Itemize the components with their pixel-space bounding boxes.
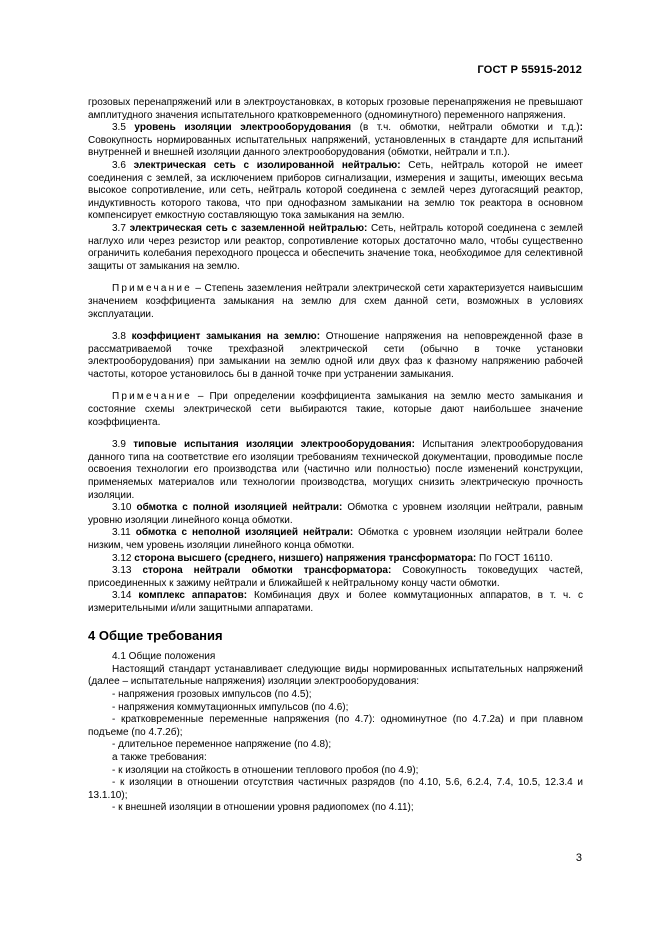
list-item: - кратковременные переменные напряжения (по 4.7): одноминутное (по 4.7.2а) и при плавном подъеме (по 4.7.2б); bbox=[88, 714, 583, 738]
section-heading: 4 Общие требования bbox=[88, 627, 223, 643]
standard-designation: ГОСТ Р 55915-2012 bbox=[477, 64, 582, 76]
term: сторона высшего (среднего, низшего) напряжения трансформатора: bbox=[134, 552, 477, 564]
note-1: Примечание – Степень заземления нейтрали электрической сети характеризуется наивысшим значением коэффициента замыкания на землю для схем данной сети, возможных в условиях эксплуатации. bbox=[88, 283, 583, 320]
subsection-title: 4.1 Общие положения bbox=[112, 651, 216, 663]
term: комплекс аппаратов: bbox=[138, 590, 248, 602]
section-intro: Настоящий стандарт устанавливает следующие виды нормированных испытательных напряжений (далее – испытательные напряжения) изоляции электрооборудования: bbox=[88, 663, 583, 688]
term: электрическая сеть с изолированной нейтралью: bbox=[133, 159, 401, 171]
page-number: 3 bbox=[575, 852, 582, 864]
document-body bbox=[88, 97, 583, 815]
definition-3-12: 3.12 сторона высшего (среднего, низшего) напряжения трансформатора: По ГОСТ 16110. bbox=[112, 552, 553, 564]
definition-3-5: 3.5 уровень изоляции электрооборудования (в т.ч. обмотки, нейтрали обмотки и т.д.): Совокупность нормированных испытательных напряжений, установленных в стандарте для испытаний внутренней и внешней изоляции данного электрооборудования (обмотки, нейтрали и т.п.). bbox=[88, 122, 583, 159]
term: коэффициент замыкания на землю: bbox=[131, 331, 321, 343]
definition-3-11: 3.11 обмотка с неполной изоляцией нейтрали: Обмотка с уровнем изоляции нейтрали более низким, чем уровень изоляции линейного конца обмотки. bbox=[88, 527, 584, 551]
definition-3-10: 3.10 обмотка с полной изоляцией нейтрали: Обмотка с уровнем изоляции нейтрали, равным уровню изоляции линейного конца обмотки. bbox=[88, 502, 584, 526]
definition-3-14: 3.14 комплекс аппаратов: Комбинация двух и более коммутационных аппаратов, в т. ч. с измерительными и/или защитными аппаратами. bbox=[88, 590, 583, 614]
definition-3-9: 3.9 типовые испытания изоляции электрооборудования: Испытания электрооборудования данного типа на соответствие его изоляции требованиям технической документации, проводимые после освоения технологии его производства или (частично или полностью) после изменений конструкции, применяемых материалов или технологии производства, могущих снизить электрическую прочность изоляции. bbox=[88, 439, 583, 501]
definition-3-6: 3.6 электрическая сеть с изолированной нейтралью: Сеть, нейтраль которой не имеет соединения с землей, за исключением приборов сигнализации, измерения и защиты, имеющих весьма высокое сопротивление, или сеть, нейтраль которой соединена с землей через дугогасящий реактор, индуктивность которого такова, что при однофазном замыкании на землю ток реактора в основном компенсирует емкостную составляющую тока замыкания на землю. bbox=[88, 159, 584, 222]
term: сторона нейтрали обмотки трансформатора: bbox=[142, 565, 392, 577]
term: обмотка с неполной изоляцией нейтрали: bbox=[135, 527, 354, 539]
list-item: - к внешней изоляции в отношении уровня радиопомех (по 4.11); bbox=[112, 802, 414, 814]
term: электрическая сеть с заземленной нейтралью: bbox=[129, 222, 368, 234]
list-item: а также требования: bbox=[112, 751, 207, 763]
list-item: - напряжения коммутационных импульсов (по 4.6); bbox=[112, 701, 349, 713]
note-2: Примечание – При определении коэффициента замыкания на землю место замыкания и состояние схемы электрической сети выбираются такие, которые дают наибольшее значение коэффициента. bbox=[88, 391, 583, 428]
term: уровень изоляции электрооборудования bbox=[134, 122, 352, 134]
term: обмотка с полной изоляцией нейтрали: bbox=[136, 502, 343, 514]
note-label: Примечание bbox=[112, 391, 192, 403]
list-item: - к изоляции в отношении отсутствия частичных разрядов (по 4.10, 5.6, 6.2.4, 7.4, 10.5, 12.3.4 и 13.1.10); bbox=[88, 777, 583, 801]
term: типовые испытания изоляции электрооборудования: bbox=[133, 439, 415, 451]
list-item: - длительное переменное напряжение (по 4.8); bbox=[112, 739, 332, 751]
list-item: - напряжения грозовых импульсов (по 4.5); bbox=[112, 688, 312, 700]
definition-3-13: 3.13 сторона нейтрали обмотки трансформатора: Совокупность токоведущих частей, присоединенных к зажиму нейтрали и ближайшей к нейтральному концу части обмотки. bbox=[88, 565, 583, 589]
definition-3-8: 3.8 коэффициент замыкания на землю: Отношение напряжения на неповрежденной фазе в рассматриваемой точке трехфазной электрической сети (обычно в точке установки электрооборудования) при замыкании на землю одной или двух фаз к фазному напряжению рабочей частоты, которое установилось бы в данной точке при устранении замыкания. bbox=[88, 331, 583, 380]
definition-3-7: 3.7 электрическая сеть с заземленной нейтралью: Сеть, нейтраль которой соединена с землей наглухо или через резистор или реактор, сопротивление которых достаточно мало, чтобы существенно ограничить колебания переходного процесса и обеспечить значение тока, необходимое для селективной защиты от замыкания на землю. bbox=[88, 222, 583, 272]
list-item: - к изоляции на стойкость в отношении теплового пробоя (по 4.9); bbox=[112, 764, 419, 776]
paragraph-continuation: грозовых перенапряжений или в электроустановках, в которых грозовые перенапряжения не превышают амплитудного значения испытательного кратковременного (одноминутного) переменного напряжения. bbox=[88, 97, 583, 121]
note-label: Примечание bbox=[112, 283, 192, 295]
